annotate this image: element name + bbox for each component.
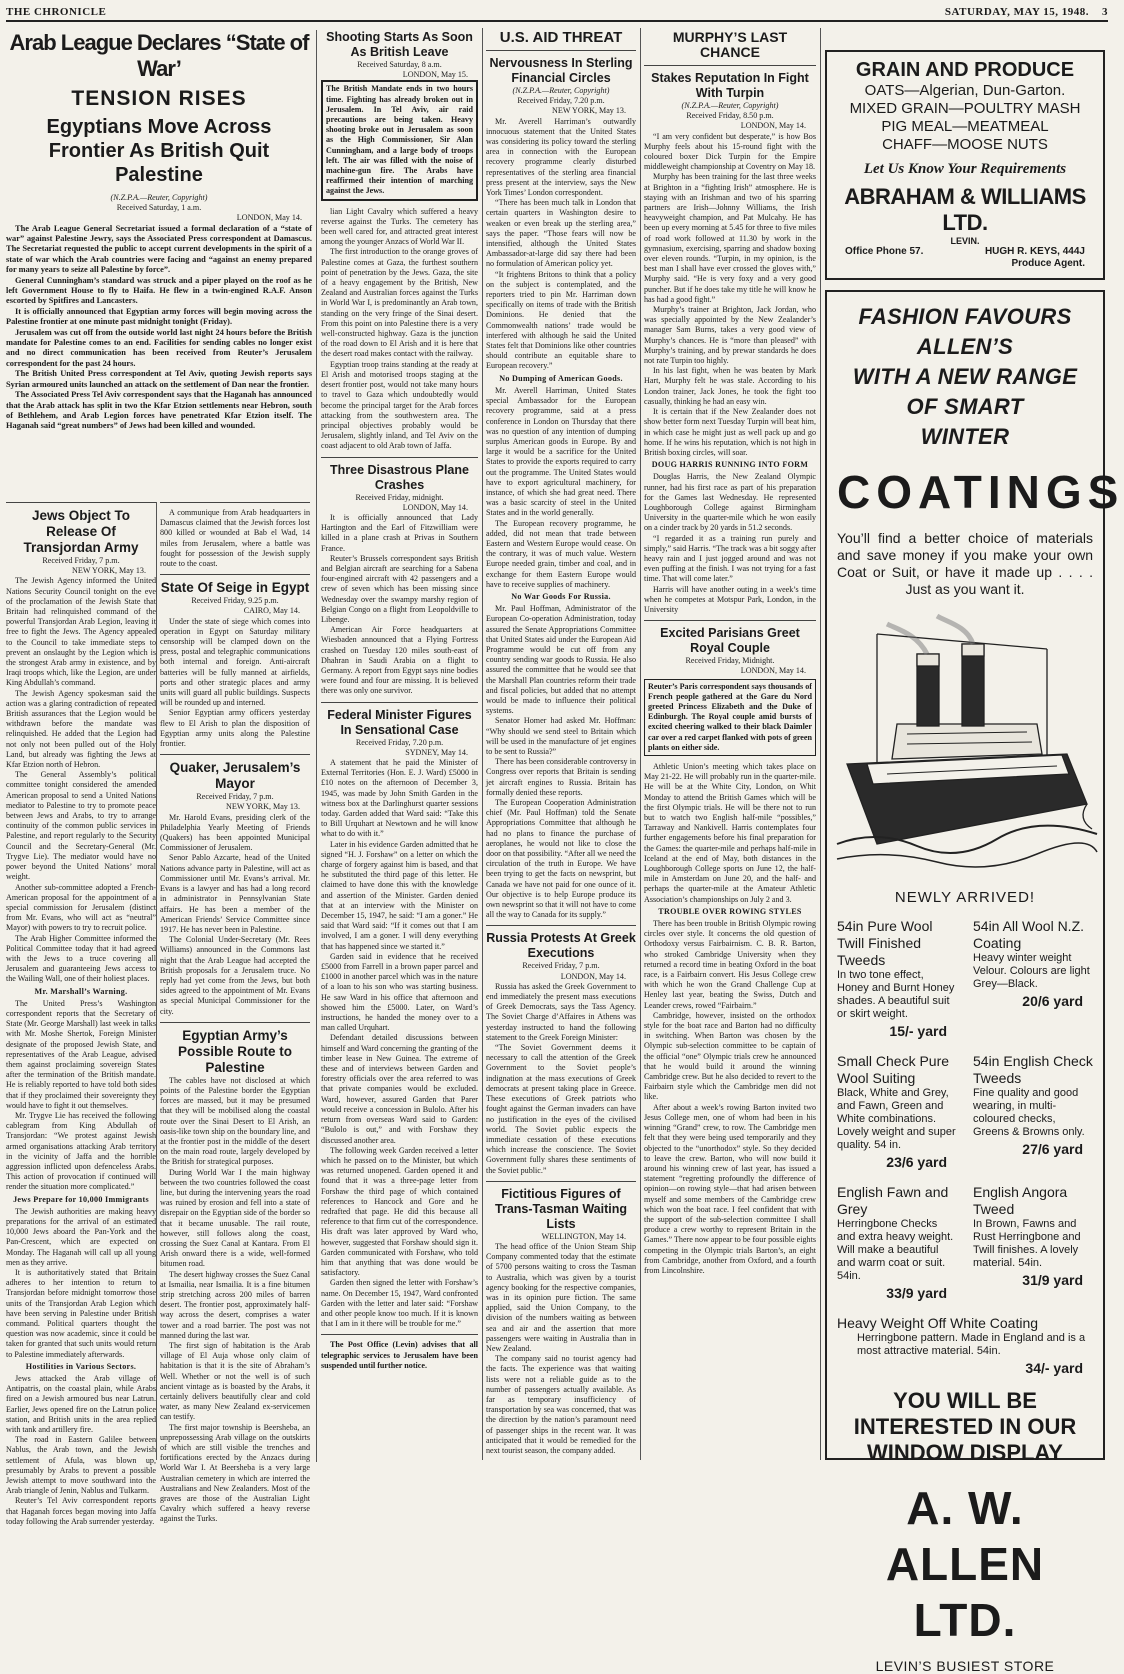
body-paragraph: Senor Pablo Azcarte, head of the United Nations advance party in Palestine, will act as Commissioner until Mr. Evans’s arrival. Mr. Evans is a lawyer and has had a long record in administrator in Pennsylvanian State affairs. He has been a member of the American Friends’ Service Committee since 1917. He has never been in Palestine. bbox=[160, 853, 310, 934]
allens-ad-copy: You’ll find a better choice of materials and save money if you make your own Coat or Suit, or have it made up . . . . Just as you want it. bbox=[837, 530, 1093, 597]
body-paragraph: The Arab Higher Committee informed the Political Committee today that it had agreed with the Jews to a truce covering all Jerusalem and guaranteeing Jews access to the Wailing Wall, one of their holiest places. bbox=[6, 933, 156, 984]
col1-body bbox=[6, 576, 156, 984]
body-paragraph: Russia has asked the Greek Government to end immediately the present mass executions of Greek Democrats, says the Tass Agency. The Soviet Charge d’Affaires in Athens was yesterday instructed to hand the following statement to the Greek Foreign Minister: bbox=[486, 981, 636, 1042]
fabric-price: 33/9 yard bbox=[886, 1285, 947, 1301]
body-paragraph: Cambridge, however, insisted on the orthodox style for the boat race and Barton had no difficulty in switching. When Barton was chosen by the Olympic sub-selection committee to be captain of the official “one” Olympic trials crew he announced that he would build it around the winning Cambridge crew. But he also decided to revert to the Fairbairn style which the Cambridge men did not like. bbox=[644, 1010, 816, 1102]
body-paragraph: After about a week’s rowing Barton invited two Jesus College men, one of whom had been in his winning “Grand” crew, to row. The Cambridge men felt that they were being used temporarily and they objected to the “unorthodox” style. So they decided to leave the crew. Barton, who will now build it around his winning crew of last year, has issued a statement “regretting profoundly the difference of opinion—on rowing style—that had arisen between myself and some members of the Cambridge crew which won the boat race. I feel confident that with the support of the sub-selection committee I shall produce a crew worthy to represent Britain in the Games.” There now appear to be four possible eights competing in the Olympic trials Barton’s, an eight from Cambridge, another from Oxford, and a fourth from Lincolnshire. bbox=[644, 1102, 816, 1275]
grain-ad-pigmeal: PIG MEAL—MEATMEAL bbox=[881, 118, 1049, 135]
body-paragraph: The Jewish Agency spokesman said the action was a glaring contradiction of repeated British assurances that the Legion would be withdrawn before the mandate was relinquished. He added that the Legion had not only not been pulled out of the Holy Land, but already was fighting the Jews at Kfar Etzion north of Hebron. bbox=[6, 688, 156, 770]
rule bbox=[321, 457, 478, 458]
body-paragraph: “The Soviet Government deems it necessary to call the attention of the Greek Government to the Soviet people’s indignation at the mass executions of Greek democrats at present taking place in Greece. These executions of Greek patriots who fought against the German invaders can have no justification in the eyes of the civilised world. The Soviet public expects the immediate cessation of these executions which increase the conscience. The Soviet Government fully shares these sentiments of the Soviet public.” bbox=[486, 1043, 636, 1175]
col5-headline-2: Excited Parisians Greet Royal Couple bbox=[660, 626, 800, 656]
body-paragraph: Senior Egyptian army officers yesterday flew to El Arish to plan the disposition of Egyptian army units along the Palestine frontier. bbox=[160, 708, 310, 749]
grain-ad-chaff: CHAFF—MOOSE NUTS bbox=[882, 136, 1048, 153]
fabric-item-featured bbox=[837, 1315, 1093, 1376]
fabric-title: English Fawn and Grey bbox=[837, 1184, 949, 1217]
body-paragraph: Murphy has been training for the last three weeks at Brighton in a “fighting Irish” atmosphere. He is staying with an Irishman and two of his sparring partners are Irish—Johnny Williams, the Irish heavyweight champion, and Pat Mulcahy. He has been up every morning at 5.45 for three to five miles of road work followed at 11.30 by work in the gymnasium, exercising, sparring and shadow boxing over eleven rounds. “Turpin, in my opinion, is the best man I shall have ever crossed the gloves with,” Murphy said. “He is very foxy and a very good puncher. But if he does take my title he will know he has had a good fight.” bbox=[644, 172, 816, 304]
col3-dateline-3: SYDNEY, May 14. bbox=[405, 747, 468, 757]
fabric-title: English Angora Tweed bbox=[973, 1184, 1068, 1217]
body-paragraph: Douglas Harris, the New Zealand Olympic runner, had his first race as part of his preparation for the Games last Wednesday. He represented Loughborough College against Birmingham University in the quarter-mile which he won easily on a cinder track by 20 yards in 51.2 seconds. bbox=[644, 472, 816, 533]
col5-subhead-1: DOUG HARRIS RUNNING INTO FORM bbox=[651, 460, 809, 470]
body-paragraph: Garden said in evidence that he received £5000 from Farrell in a brown paper parcel and £1000 in another parcel which was in the nature of a loan to his son who was starting business. He saw Ward in his office that afternoon and showed him the £5000. Later, on Ward’s instructions, he handed the money over to a man called Urquhart. bbox=[321, 951, 478, 1033]
fabric-price: 27/6 yard bbox=[1022, 1141, 1083, 1157]
col4-subhead-1: No Dumping of American Goods. bbox=[499, 373, 623, 383]
body-paragraph: Garden then signed the letter with Forshaw’s name. On December 15, 1947, Ward confronted Garden with the letter and later said: “Forshaw and other people know too much. If it is known that I am in it there will be trouble for me.” bbox=[321, 1278, 478, 1329]
fabric-title: 54in All Wool N.Z. Coating bbox=[973, 918, 1085, 951]
col5-headline-1: Stakes Reputation In Fight With Turpin bbox=[651, 71, 809, 100]
col2-headline-2: Quaker, Jerusalem’s Mayor bbox=[169, 760, 301, 792]
body-paragraph: The first introduction to the orange groves of Palestine comes at Gaza, the furthest southern point of penetration by the Jews. Gaza, the site of a heavy engagement by the British, New Zealand and Australian forces against the Turks in World War I, is predominantly an Arab town, standing on the very fringe of the Sinai desert. From this point on into Palestine there is a very well-constructed highway. Gaza is the junction of the road down to El Arish and it is here that the desert road makes contact with the railway. bbox=[321, 247, 478, 359]
col2-dateline: CAIRO, May 14. bbox=[243, 606, 300, 616]
body-paragraph: The following week Garden received a letter which he passed on to the Minister, but which was returned unopened. Garden opened it and found that it was a three-page letter from Forshaw the third page of which contained references to Hancock and Gore and he redrafted that page. He did this because all reference to that firm cut of the correspondence. His draft was later approved by Ward who, however, suggested that Forshaw should sign it. Garden communicated with Forshaw, who told him that anything that was done would be satisfactory. bbox=[321, 1145, 478, 1278]
body-paragraph: It is officially announced that Egyptian army forces will begin moving across the Palestine frontier at one minute past midnight tonight (Friday). bbox=[6, 306, 312, 327]
col4-headline-1: Nervousness In Sterling Financial Circles bbox=[489, 56, 633, 85]
col5-body-1 bbox=[644, 132, 816, 459]
grain-ad-company: ABRAHAM & WILLIAMS LTD. bbox=[844, 184, 1086, 235]
masthead-date: SATURDAY, MAY 15, 1948. 3 bbox=[944, 6, 1108, 18]
fabric-item bbox=[837, 918, 957, 1039]
body-paragraph: The company said no tourist agency had the facts. The experience was that waiting lists were not a reliable guide as to the number of passengers actually available. As far as temporary insufficiency of transportation by sea was concerned, that was the direction by the nation’s paramount need of passenger ships in the recent war. It was anticipated that it would be remedied for the next tourist season, the company added. bbox=[486, 1354, 636, 1455]
fabric-price: 20/6 yard bbox=[1022, 993, 1083, 1009]
col1-subhead-2: Jews Prepare for 10,000 Immigrants bbox=[13, 1194, 149, 1204]
fabric-title: 54in English Check Tweeds bbox=[973, 1053, 1093, 1086]
grain-ad-agent: HUGH R. KEYS, 444J bbox=[984, 246, 1085, 257]
col4-body-5 bbox=[486, 1242, 636, 1456]
grain-ad-agent-role: Produce Agent. bbox=[1011, 258, 1085, 269]
ocean-liner-illustration bbox=[837, 614, 1097, 874]
col5-royal-text: Reuter’s Paris correspondent says thousands of French people gathered at the Gare du Nord greeted Princess Elizabeth and the Duke of Edinburgh. The Royal couple amid bursts of excited cheering walked to their black Daimler car over a red carpet flanked with pots of green plants on either side. bbox=[648, 681, 812, 752]
col3-dateline: LONDON, May 15. bbox=[402, 70, 468, 80]
body-paragraph: Murphy’s trainer at Brighton, Jack Jordan, who was specially appointed by the New Zealander’s manager Sam Burns, takes a very good view of Murphy’s chances. He is “more than pleased” with Murphy’s training, and by prewar standards he does not rate Turpin too highly. bbox=[644, 305, 816, 366]
fabric-item bbox=[837, 1053, 957, 1170]
col3-dateline-2: LONDON, May 14. bbox=[402, 502, 468, 512]
allens-ad-company: A. W. ALLEN LTD. bbox=[885, 1482, 1045, 1646]
col4-dateline-3: WELLINGTON, May 14. bbox=[541, 1231, 626, 1241]
grain-ad-mixed: MIXED GRAIN—POULTRY MASH bbox=[849, 100, 1081, 117]
fabric-title: Heavy Weight Off White Coating bbox=[837, 1315, 1039, 1331]
body-paragraph: The Jewish Agency informed the United Nations Security Council tonight on the eve of the proclamation of the Jewish State that Britain had relinquished command of the powerful Transjordan Arab Legion, leaving it free to fight the Jews. The Agency appealed to the Council to take immediate steps to prevent an onslaught by the Legion which is the strongest Arab army in existence, and by Iraqi troops which, like the Legion, are under King Abdullah’s command. bbox=[6, 576, 156, 688]
allens-ad-window-display: YOU WILL BE INTERESTED IN OUR WINDOW DISPLAY bbox=[853, 1388, 1077, 1465]
col1-received: Received Friday, 7 p.m. bbox=[42, 556, 120, 565]
body-paragraph: The United Press’s Washington correspondent reports that the Secretary of State (Mr. George Marshall) last week in talks with Mr. Moshe Shertok, Foreign Minister designate of the proposed Jewish State, and representatives of the Arab League, advised them against proclaiming sovereign States after the termination of the British mandate. He is reliably reported to have told both sides that if they proclaimed their sovereignty they would have to fight it out themselves. bbox=[6, 998, 156, 1110]
body-paragraph: The Colonial Under-Secretary (Mr. Rees Williams) announced in the Commons last night that the Arab League had accepted the British proposals for a Jerusalem truce. No reply had yet come from the Jews, but both sides agreed to the appointment of Mr. Evans as special Municipal Commissioner for the city. bbox=[160, 935, 310, 1016]
body-paragraph: The first major township is Beersheba, an unprepossessing Arab village on the outskirts of which are still visible the trenches and fortifications erected by the Anzacs during World War I. At Beersheba is a very large Australian cemetery in which are interred the Australians and New Zealanders. Most of the graves are those of the Australian Light Cavalry which suffered a heavy reverse against the Turks. bbox=[160, 1422, 310, 1524]
body-paragraph: It is officially announced that Lady Hartington and the Earl of Fitzwilliam were killed in a plane crash at Privas in Southern France. bbox=[321, 512, 478, 553]
col4-received: Received Friday, 7.20 p.m. bbox=[517, 96, 605, 106]
allens-ad-head-1: FASHION FAVOURS ALLEN’S bbox=[858, 304, 1072, 359]
col3-received-3: Received Friday, 7.20 p.m. bbox=[355, 737, 444, 747]
body-paragraph: During World War I the main highway between the two countries followed the coast line, but during the intervening years the road was ruined by erosion and fell into a state of disrepair on the Egyptian side of the border so that it became unusable. The rail route, however, still follows along the coast, crossing the Suez Canal at Kantara. From El Arish onward there is a wide, well-formed bitumen road. bbox=[160, 1167, 310, 1269]
body-paragraph: American Air Force headquarters at Wiesbaden announced that a Flying Fortress crashed on Tuesday 120 miles south-east of Dhahran in Saudi Arabia on a flight to Germany. A report from Egypt says nine bodies were found and four are missing. It is believed there was only one survivor. bbox=[321, 625, 478, 696]
grain-ad-contact bbox=[835, 246, 1095, 258]
col2-body-3 bbox=[160, 1076, 310, 1525]
masthead-title: THE CHRONICLE bbox=[6, 6, 107, 18]
col2-headline-1: State Of Seige in Egypt bbox=[160, 580, 310, 596]
col4-headline-2: Russia Protests At Greek Executions bbox=[486, 931, 636, 961]
col3-headline-1: Shooting Starts As Soon As British Leave bbox=[326, 30, 473, 59]
body-paragraph: Reuter’s Tel Aviv correspondent reports that Haganah forces began moving into Jaffa today following the Arab surrender yesterday. bbox=[6, 1496, 156, 1526]
body-paragraph: The British United Press correspondent at Tel Aviv, quoting Jewish reports says Syrian armoured units launched an attack on the settlement of Dan near the frontier. bbox=[6, 369, 312, 389]
allens-ad-head-3: WINTER bbox=[920, 424, 1010, 449]
grain-ad-oats: OATS—Algerian, Dun-Garton. bbox=[864, 82, 1066, 99]
body-paragraph: The General Assembly’s political committee tonight considered the amended American proposal to send a United Nations mediator to Palestine to try to promote peace between Jews and Arabs, to try to arrange continuity of the common public services in Palestine, and report regularly to the Security Council and the Secretary-General (Mr. Trygve Lie). The mediator would have no power beyond the United Nations’ moral weight. bbox=[6, 770, 156, 882]
body-paragraph: Mr. Averell Harriman’s outwardly innocuous statement that the United States was considering its policy toward the sterling area in connection with the European recovery programme clearly disturbed representatives of the sterling area financial press present at the interview, says the New York Times’ London correspondent. bbox=[486, 116, 636, 198]
fabric-price: 34/- yard bbox=[1025, 1360, 1083, 1376]
fabric-title: Small Check Pure Wool Suiting bbox=[837, 1053, 950, 1086]
col4-body-4 bbox=[486, 982, 636, 1176]
rule bbox=[321, 702, 478, 703]
col5-agency: (N.Z.P.A.—Reuter, Copyright) bbox=[681, 101, 779, 110]
allens-ad-fabric-grid bbox=[837, 918, 1093, 1301]
body-paragraph: Harris will have another outing in a week’s time when he competes at Motspur Park, London, in the University bbox=[644, 584, 816, 614]
column-5 bbox=[644, 30, 816, 1462]
col4-dateline-2: LONDON, May 14. bbox=[560, 971, 626, 981]
col4-body-1 bbox=[486, 117, 636, 372]
col3-received-2: Received Friday, midnight. bbox=[355, 492, 444, 502]
body-paragraph: “There has been much talk in London that certain quarters in Washington desire to weaken or even break up the sterling area,” says the paper. “Those fears will now be intensified, although the United States Ambassador-at-large did say there had been no formulation of American policy yet. bbox=[486, 198, 636, 269]
col5-royal-box bbox=[644, 679, 816, 756]
body-paragraph: There has been considerable controversy in Congress over reports that Britain is sending jet aircraft engines to Russia. Britain has formally denied these reports. bbox=[486, 757, 636, 797]
body-paragraph: The road in Eastern Galilee between Nablus, the Arab town, and the Jewish settlement of Afula, was blown up, presumably by Arabs to prevent a possible Jewish attempt to move southward into the Arab triangle of Jenin, Nablus and Tulkarm. bbox=[6, 1435, 156, 1496]
body-paragraph: The first sign of habitation is the Arab village of El Auja whose only claim of habitation is that it is the site of Abraham’s Well. Whether or not the well is of such ancient vintage as is boasted by the Arabs, it certainly delivers beautifully clear and cold water, as many New Zealand ex-servicemen can testify. bbox=[160, 1341, 310, 1422]
col4-kicker: U.S. AID THREAT bbox=[499, 29, 623, 46]
col2-received: Received Friday, 9.25 p.m. bbox=[191, 596, 279, 606]
body-paragraph: Mr. Trygve Lie has received the following cablegram from King Abdullah of Transjordan: “We protest against Jewish armed organisations attacking Arab territory in the vicinity of Jaffa and the horrible aggression inflicted upon defenceless Arabs. This action of provocation if continued will render the situation more complicated.” bbox=[6, 1110, 156, 1192]
body-paragraph: “I regarded it as a training run purely and simply,” said Harris. “The track was a bit soggy after heavy rain and I just jogged around and was not even puffing at the finish. I was not trying for a fast time. That will come later.” bbox=[644, 533, 816, 584]
lead-agency: (N.Z.P.A.—Reuter, Copyright) bbox=[110, 193, 208, 202]
body-paragraph: “I am very confident but desperate,” is how Bos Murphy feels about his 15-round fight with the coloured boxer Dick Turpin for the Empire middleweight championship at Coventry on May 18. bbox=[644, 131, 816, 172]
col4-body-2 bbox=[486, 386, 636, 590]
body-paragraph: Senator Homer had asked Mr. Hoffman: “Why should we send steel to Britain which will be used in the manufacture of jet engines to be sent to Russia?” bbox=[486, 716, 636, 756]
col2-received-2: Received Friday, 7 p.m. bbox=[196, 792, 274, 802]
fabric-title: 54in Pure Wool Twill Finished Tweeds bbox=[837, 918, 933, 968]
body-paragraph: The desert highway crosses the Suez Canal at Ismailia, near Ismailia. It is a fine bitumen strip stretching across 200 miles of barren desert. The frontier post, approximately half-way across the desert, comprises a water tower and a road barrier. The post was not manned during the last war. bbox=[160, 1269, 310, 1340]
col3-body bbox=[321, 513, 478, 697]
col5-body-4 bbox=[644, 919, 816, 1276]
col1-body-4 bbox=[6, 1374, 156, 1527]
column-2 bbox=[160, 502, 310, 1524]
col3-bulletin-text: The British Mandate ends in two hours time. Fighting has already broken out in Jerusalem. In Tel Aviv, air raid precautions are being taken. Heavy shooting broke out in Jerusalem as soon as the High Commissioner, Sir Alan Cunningham, and a large body of troops left. The air was filled with the noise of machine-gun fire. The Arabs have reaffirmed their intention of marching against the Jews. bbox=[326, 84, 473, 196]
allens-ad-store-tagline: LEVIN’S BUSIEST STORE bbox=[875, 1658, 1055, 1674]
body-paragraph: Mr. Harold Evans, presiding clerk of the Philadelphia Yearly Meeting of Friends (Quakers) has been appointed Municipal Commissioner of Jerusalem. bbox=[160, 812, 310, 853]
lead-deck-2: Egyptians Move Across Frontier As British Quit Palestine bbox=[46, 116, 272, 186]
fabric-item bbox=[837, 1184, 957, 1301]
col2-body-2 bbox=[160, 813, 310, 1017]
body-paragraph: There has been trouble in British Olympic rowing circles over style. It concerns the old question of Orthodoxy versus Fairbairnism. C. B. R. Barton, who stroked Cambridge University when they returned a record time in beating Oxford in the boat race, is a Fairbairn convert. His Jesus College crew with which he won the Grand Challenge Cup at Henley last year, beating the Swiss, Dutch and Leander crews, rowed “Fairbairn.” bbox=[644, 919, 816, 1010]
body-paragraph: General Cunningham’s standard was struck and a piper played on the roof as he left Government House to fly to Haifa. He flew in a twin-engined R.A.F. Anson escorted by Spitfires and Lancasters. bbox=[6, 275, 312, 306]
lead-received: Received Saturday, 1 a.m. bbox=[116, 203, 202, 213]
column-4 bbox=[486, 30, 636, 1462]
col4-received-2: Received Friday, 7 p.m. bbox=[522, 961, 600, 971]
body-paragraph: “It frightens Britons to think that a policy on the subject is contemplated, and the reporters tried to pin Mr. Harriman down specifically on items of trade with the British Dominions. He denied that the Commonwealth nations’ trade would be interfered with although he said the United States felt that Dominions like other countries should contribute an equitable share to European recovery.” bbox=[486, 269, 636, 371]
column-rule bbox=[482, 28, 483, 1460]
column-rule bbox=[640, 28, 641, 1460]
col2-dateline-2: NEW YORK, May 13. bbox=[226, 802, 300, 812]
fabric-item bbox=[973, 1184, 1093, 1301]
col4-dateline: NEW YORK, May 13. bbox=[552, 106, 626, 116]
lead-headline: Arab League Declares “State of War’ bbox=[9, 30, 309, 81]
fabric-desc: Herringbone Checks and extra heavy weight. Will make a beautiful and warm coat or suit. 54in. bbox=[837, 1218, 954, 1282]
col1-subhead-1: Mr. Marshall’s Warning. bbox=[34, 986, 128, 996]
col4-agency: (N.Z.P.A.—Reuter, Copyright) bbox=[512, 86, 610, 95]
col3-bulletin-box bbox=[321, 80, 478, 200]
col4-body-3 bbox=[486, 604, 636, 920]
allens-coatings-ad bbox=[825, 290, 1124, 1674]
col5-body-3 bbox=[644, 762, 816, 905]
column-rule bbox=[156, 502, 157, 1460]
lead-dateline: LONDON, May 14. bbox=[236, 213, 302, 223]
fabric-item bbox=[973, 918, 1093, 1039]
body-paragraph: Mr. Averell Harriman, United States special Ambassador for the European recovery programme, said at a press conference in London on Thursday that there was no question of any intention of dumping surplus American goods in Europe. By and large it would be a sacrifice for the United States to provide the exports required to carry out the programme. The United States would have to export agricultural machinery, for instance, of which she had great need. There was a basic scarcity of steel in the United States and in the world generally. bbox=[486, 385, 636, 518]
body-paragraph: lian Light Cavalry which suffered a heavy reverse against the Turks. The cemetery has been well cared for, and attracted great interest among the younger Anzacs of World War II. bbox=[321, 206, 478, 247]
body-paragraph: It is certain that if the New Zealander does not show better form next Tuesday Turpin will beat him, in which case he might just as well pack up and go home. If he wins his reputation, which is not high in British boxing circles, will soar. bbox=[644, 407, 816, 457]
grain-produce-ad bbox=[825, 50, 1105, 280]
col3-body bbox=[321, 758, 478, 1329]
grain-ad-town: LEVIN. bbox=[950, 236, 980, 246]
body-paragraph: Athletic Union’s meeting which takes place on May 21-22. He will probably run in the quarter-mile. He will be at the White City, London, on Whit Monday to attend the British Games which will be the first Olympic trials. He will be there not to run but to watch two English half-mile “possibles,” Tarraway and Nankivell. Harris contemplates four further engagements before his final preparation for the Games: the quarter-mile and perhaps half-mile in Iceland at the end of May, both distances in the Loughborough College sports on June 12, the half-mile in Amsterdam on June 20, and the half- and perhaps the quarter-mile at the Amateur Athletic Association’s championships on July 2 and 3. bbox=[644, 761, 816, 904]
fabric-desc: Heavy winter weight Velour. Colours are light Grey—Black. bbox=[973, 952, 1090, 990]
body-paragraph: The Post Office (Levin) advises that all telegraphic services to Jerusalem have been suspended until further notice. bbox=[321, 1340, 478, 1370]
body-paragraph: The Jewish authorities are making heavy preparations for the arrival of an estimated 10,000 Jews aboard the Pan-York and the Pan-Crescent, which are expected on Monday. The Haganah will call up all young men as they arrive. bbox=[6, 1206, 156, 1267]
col5-subhead-2: TROUBLE OVER ROWING STYLES bbox=[658, 906, 802, 916]
allens-ad-newly-arrived: NEWLY ARRIVED! bbox=[894, 889, 1036, 906]
col5-received-2: Received Friday, Midnight. bbox=[685, 656, 775, 666]
allens-ad-head-2: WITH A NEW RANGE OF SMART bbox=[852, 364, 1078, 419]
body-paragraph: A communique from Arab headquarters in Damascus claimed that the Jewish forces lost 800 killed or wounded at Bab el Wad, 14 miles from Jerusalem, where a battle was fought for possession of the Jewish supply route to the coast. bbox=[160, 508, 310, 569]
column-1 bbox=[6, 502, 156, 1526]
body-paragraph: Jerusalem was cut off from the outside world last night 24 hours before the British mandate for Palestine comes to an end. Facilities for sending cables no longer exist and no direct communication has been received from Reuter’s Jerusalem correspondent for the past 24 hours. bbox=[6, 327, 312, 368]
fabric-desc: In Brown, Fawns and Rust Herringbone and Twill finishes. A lovely material. 54in. bbox=[973, 1218, 1081, 1269]
grain-ad-agent-role-row bbox=[835, 258, 1095, 270]
body-paragraph: It is authoritatively stated that Britain adheres to her intention to return to Transjordan before midnight tomorrow those units of the Transjordan Arab Legion which have been serving in Palestine under British command. Political quarters thought the question was now academic, since it could be taken for granted that such units would return to Palestine immediately afterwards. bbox=[6, 1268, 156, 1359]
column-rule bbox=[820, 28, 821, 1460]
fabric-desc: Herringbone pattern. Made in England and is a most attractive material. 54in. bbox=[857, 1332, 1086, 1357]
rule bbox=[321, 1334, 478, 1335]
col5-kicker: MURPHY’S LAST CHANCE bbox=[672, 29, 788, 60]
col1-dateline: NEW YORK, May 13. bbox=[72, 566, 146, 576]
fabric-item bbox=[973, 1053, 1093, 1170]
col1-body-3 bbox=[6, 1207, 156, 1360]
col5-received: Received Friday, 8.50 p.m. bbox=[686, 111, 774, 121]
col4-headline-3: Fictitious Figures of Trans-Tasman Waiting Lists bbox=[495, 1186, 627, 1231]
fabric-price: 15/- yard bbox=[889, 1023, 947, 1039]
column-3-content bbox=[316, 30, 478, 1462]
lead-body bbox=[6, 224, 312, 432]
col3-body bbox=[321, 207, 478, 452]
body-paragraph: The head office of the Union Steam Ship Company commented today that the estimate of 5700 persons waiting to cross the Tasman to Australia, which was given by a tourist agency booking for the respective companies, was in its opinion pure fiction. The same applied, said the Union Company, to the division of the numbers waiting as between sea and air and the assertion that more passengers were waiting in Australia than in New Zealand. bbox=[486, 1241, 636, 1353]
body-paragraph: The Arab League General Secretariat issued a formal declaration of a “state of war” against Palestine Jewry, says the Associated Press correspondent at Damascus. The Secretariat requested the public to accept current developments in the spirit of a state of war which the Arab countries were facing and “against an enemy prepared for many years to seize all Palestine by force”. bbox=[6, 223, 312, 275]
body-paragraph: Reuter’s Brussels correspondent says British and Belgian aircraft are searching for a Sabena four-engined aircraft with 42 passengers and a crew of seven which has been missing since Wednesday over the swampy marshy region of Belgian Congo on a flight from Leopoldville to Libenge. bbox=[321, 553, 478, 624]
lead-deck-1: TENSION RISES bbox=[71, 87, 247, 110]
body-paragraph: The Associated Press Tel Aviv correspondent says that the Haganah has announced that the Arab attack has split in two the Kfar Etzion settlements near Hebron, south of Bethlehem, and Arab Legion forces have penetrated Kfar Etzion itself. The Haganah said “great numbers” of Jews had been killed and wounded. bbox=[6, 390, 312, 431]
body-paragraph: Jews attacked the Arab village of Antipatris, on the coastal plain, while Arabs fired on a Jewish armoured bus near Latrun. Earlier, Jews opened fire on the Latrun police station, and British units in the area replied with tank and artillery fire. bbox=[6, 1374, 156, 1435]
col5-body-2 bbox=[644, 472, 816, 615]
col2-body-1 bbox=[160, 617, 310, 750]
col5-dateline-2: LONDON, May 14. bbox=[740, 666, 806, 676]
masthead bbox=[6, 6, 1108, 22]
fabric-desc: Fine quality and good wearing, in multi-coloured checks, Greens & Browns only. bbox=[973, 1087, 1085, 1138]
body-paragraph: Egyptian troop trains standing at the ready at El Arish and motorised troops staging at the desert frontier post, would not take many hours to travel to Gaza which undoubtedly would become the principal target for the Arab forces attacking from the southwestern area. The principal objectives probably would be Jerusalem, slightly inland, and Tel Aviv on the coast adjacent to old Arab town of Jaffa. bbox=[321, 359, 478, 451]
body-paragraph: A statement that he paid the Minister of External Territories (Hon. E. J. Ward) £5000 in £10 notes on the afternoon of December 3, 1945, was made by John Smith Garden in the witness box at the Darlinghurst quarter sessions today. Garden added that Ward said: “Take this to Bill Urquhart at Newtown and he will know what to do with it.” bbox=[321, 757, 478, 839]
body-paragraph: The European recovery programme, he added, did not mean that trade between Eastern and Western Europe would cease. On the contrary, it was of much value. Western Europe needed grain, timber and coal, and in exchange for them Eastern Europe would have to receive supplies of machinery. bbox=[486, 518, 636, 589]
body-paragraph: The cables have not disclosed at which points of the Palestine border the Egyptian forces are massed, but it may be presumed that they will be mobilised along the coastal route over the Sinai Desert to El Arish, an oasis-like town ship on the boundary line, and at the frontier post in the middle of the desert on the main road route, largely developed by the British for strategical purposes. bbox=[160, 1075, 310, 1167]
col2-body-0 bbox=[160, 508, 310, 569]
col5-dateline: LONDON, May 14. bbox=[740, 121, 806, 131]
col1-headline: Jews Object To Release Of Transjordan Army bbox=[23, 508, 139, 555]
body-paragraph: Defendant detailed discussions between himself and Ward concerning the granting of the timber lease in New Guinea. The extreme of these and of interviews between Garden and forestry officials over the area referred to was that private companies would be excluded. Ward, however, assured Garden that Parer would receive a concession in Bulolo. After his return from overseas Ward said to Garden: “Bulolo is out,” and with Forshaw they discussed another area. bbox=[321, 1033, 478, 1145]
col4-subhead-2: No War Goods For Russia. bbox=[511, 591, 611, 601]
col2-headline-3: Egyptian Army’s Possible Route to Palestine bbox=[177, 1027, 292, 1075]
col3-body bbox=[321, 1340, 478, 1371]
grain-ad-phone: Office Phone 57. bbox=[845, 246, 924, 257]
col3-headline-3: Federal Minister Figures In Sensational Case bbox=[327, 707, 472, 737]
col3-received: Received Saturday, 8 a.m. bbox=[357, 60, 442, 69]
allens-ad-coatings: COATINGS bbox=[837, 466, 1124, 518]
body-paragraph: Another sub-committee adopted a French-American proposal for the appointment of a special commission for Jerusalem (distinct from Mr. Evans, who will act as “neutral” Mayor) with powers to try to recruit police. bbox=[6, 882, 156, 933]
col3-headline-2: Three Disastrous Plane Crashes bbox=[330, 462, 469, 492]
body-paragraph: In his last fight, when he was beaten by Mark Hart, Murphy felt he was stale. According to his London trainer, Jack Jones, he took the fight too casually, thinking he had an easy win. bbox=[644, 366, 816, 406]
body-paragraph: Under the state of siege which comes into operation in Egypt on Saturday military censorship will be clamped down on the press, postal and telegraphic communications both internal and foreign. Anti-aircraft batteries will be fully manned at airfields, ports and other strategic places and army units will guard all public buildings. Suspects will be rounded up and interned. bbox=[160, 616, 310, 708]
body-paragraph: Mr. Paul Hoffman, Administrator of the European Co-operation Administration, today assured the Senate Appropriations Committee that United States aid under the European Aid Programme would be cut off from any country sending war goods to Russia. He also assured the committee that he would see that the Marshall Plan countries reform their trade and fiscal policies, but added that no attempt would be made to influence their political systems. bbox=[486, 604, 636, 716]
lead-story bbox=[6, 30, 312, 498]
grain-ad-slogan: Let Us Know Your Requirements bbox=[863, 161, 1067, 177]
fabric-price: 23/6 yard bbox=[886, 1154, 947, 1170]
fabric-desc: Black, White and Grey, and Fawn, Green and White combinations. Lovely weight and super quality. 54 in. bbox=[837, 1087, 956, 1151]
body-paragraph: Later in his evidence Garden admitted that he signed “H. J. Forshaw” on a letter on which the charge of forgery against him is based, and that he substituted the third page of this letter. He claimed to have done this with the knowledge and assertion of the Minister. Garden denied that at an interview with the Minister on December 15, 1947, he said: “I am a goner.” He said that Ward said: “If it comes out that I am involved, I am a goner. I will deny everything that has happened since we started it.” bbox=[321, 839, 478, 951]
fabric-desc: In two tone effect, Honey and Burnt Honey shades. A beautiful suit or skirt weight. bbox=[837, 969, 955, 1020]
col1-body-2 bbox=[6, 999, 156, 1193]
col1-subhead-3: Hostilities in Various Sectors. bbox=[25, 1361, 137, 1371]
fabric-price: 31/9 yard bbox=[1022, 1272, 1083, 1288]
grain-ad-title: GRAIN AND PRODUCE bbox=[855, 59, 1075, 81]
body-paragraph: The European Cooperation Administration chief (Mr. Paul Hoffman) told the Senate Appropriations Committee that although he had no plans to finance the purchase of aeroplanes, he would not like to close the door on that possibility. “After all we need the circulation of the truth in Europe. We have been trying to get the facts on newsprint, but Canada we have not paid for one ounce of it. Our objective is to help Europe produce its own newsprint so that it will not have to come all the way to Canada for its supply.” bbox=[486, 798, 636, 920]
